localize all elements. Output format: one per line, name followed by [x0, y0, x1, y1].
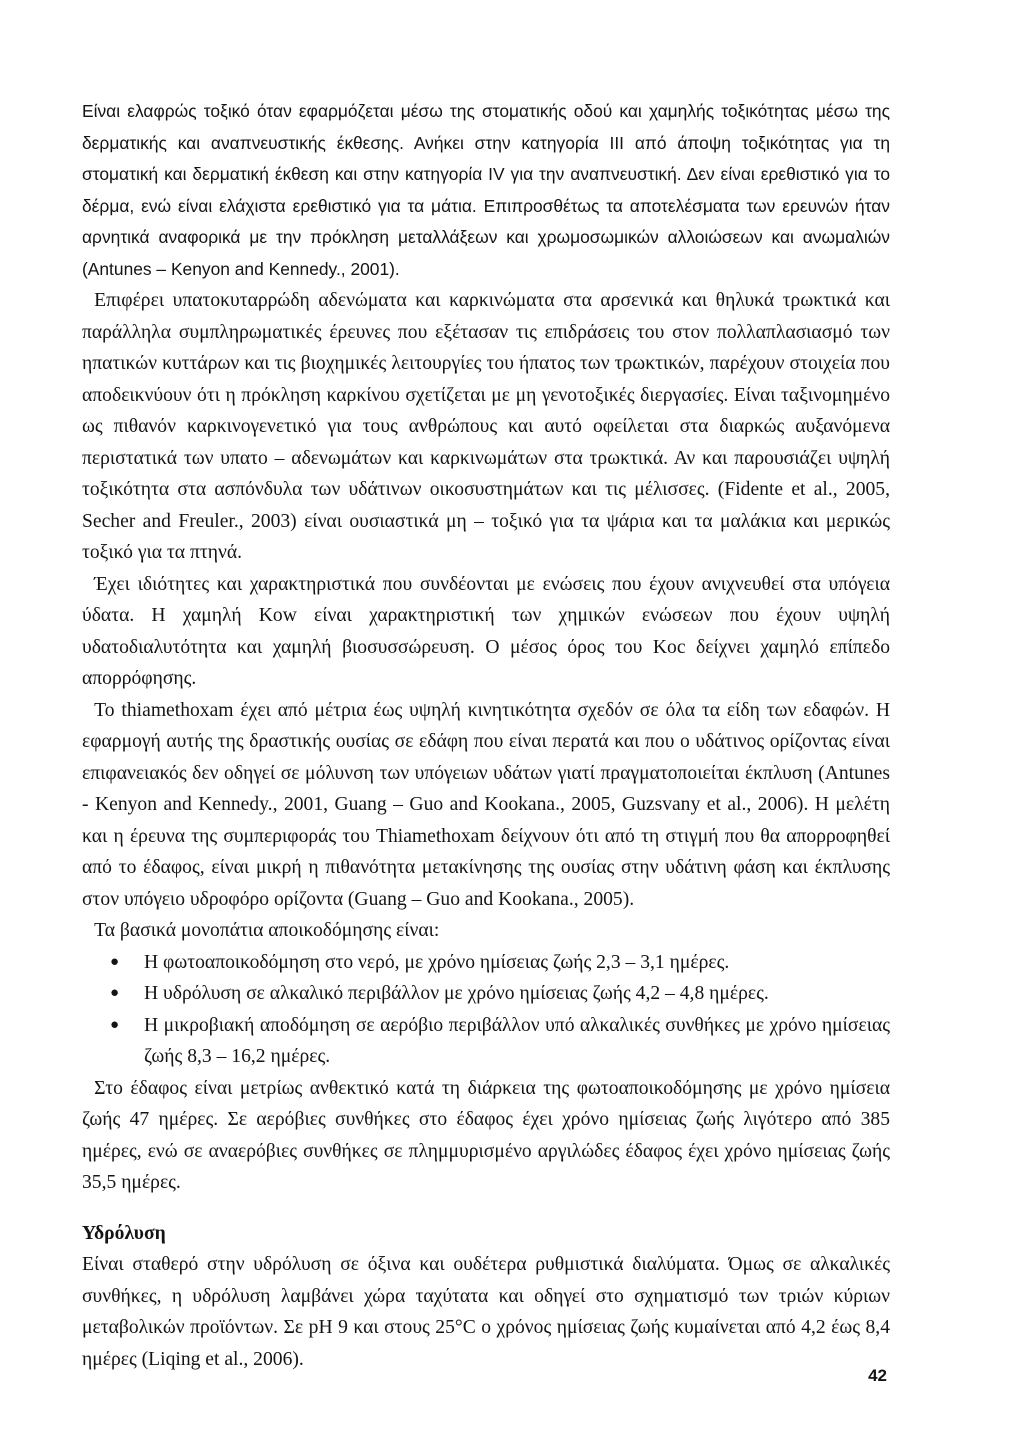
- paragraph-groundwater-properties: Έχει ιδιότητες και χαρακτηριστικά που συνδέονται με ενώσεις που έχουν ανιχνευθεί στα υπόγεια ύδατα. Η χαμηλή Kow είναι χαρακτηριστική των χημικών ενώσεων που έχουν υψηλή υδατοδιαλυτότητα και χαμηλή βιοσυσσώρευση. Ο μέσος όρος του Koc δείχνει χαμηλό επίπεδο απορρόφησης.: [82, 573, 890, 689]
- bullet-icon: ●: [110, 985, 120, 1001]
- list-item: [82, 978, 890, 1010]
- list-item: [82, 947, 890, 979]
- degradation-pathways-list: [82, 947, 890, 1073]
- page-number: 42: [868, 1366, 887, 1385]
- bullet-icon: ●: [110, 1016, 120, 1033]
- paragraph-soil-persistence: Στο έδαφος είναι μετρίως ανθεκτικό κατά τη διάρκεια της φωτοαποικοδόμησης με χρόνο ημίσεια ζωής 47 ημέρες. Σε αερόβιες συνθήκες στο έδαφος έχει χρόνο ημίσειας ζωής λιγότερο από 385 ημέρες, ενώ σε αναερόβιες συνθήκες σε πλημμυρισμένο αργιλώδες έδαφος έχει χρόνο ημίσειας ζωής 35,5 ημέρες.: [82, 1077, 890, 1193]
- list-item-text: Η μικροβιακή αποδόμηση σε αερόβιο περιβάλλον υπό αλκαλικές συνθήκες με χρόνο ημίσειας ζωής 8,3 – 16,2 ημέρες.: [144, 1014, 890, 1067]
- list-item-text: Η φωτοαποικοδόμηση στο νερό, με χρόνο ημίσειας ζωής 2,3 – 3,1 ημέρες.: [144, 951, 730, 973]
- paragraph-soil-mobility: Το thiamethoxam έχει από μέτρια έως υψηλή κινητικότητα σχεδόν σε όλα τα είδη των εδαφών. Η εφαρμογή αυτής της δραστικής ουσίας σε εδάφη που είναι περατά και που ο υδάτινος ορίζοντας είναι επιφανειακός δεν οδηγεί σε μόλυνση των υπόγειων υδάτων γιατί πραγματοποιείται έκπλυση (Antunes - Kenyon and Kennedy., 2001, Guang – Guo and Kookana., 2005, Guzsvany et al., 2006). Η μελέτη και η έρευνα της συμπεριφοράς του Thiamethoxam δείχνουν ότι από τη στιγμή που θα απορροφηθεί από το έδαφος, είναι μικρή η πιθανότητα μετακίνησης της ουσίας στην υδάτινη φάση και έκπλυσης στον υπόγειο υδροφόρο ορίζοντα (Guang – Guo and Kookana., 2005).: [82, 699, 890, 910]
- bullet-icon: ●: [110, 953, 120, 970]
- list-item-text: Η υδρόλυση σε αλκαλικό περιβάλλον με χρόνο ημίσειας ζωής 4,2 – 4,8 ημέρες.: [144, 983, 769, 1004]
- section-heading-hydrolysis: Υδρόλυση: [82, 1222, 166, 1244]
- paragraph-carcinogenicity: Επιφέρει υπατοκυταρρώδη αδενώματα και καρκινώματα στα αρσενικά και θηλυκά τρωκτικά και παράλληλα συμπληρωματικές έρευνες που εξέτασαν τις επιδράσεις του στον πολλαπλασιασμό των ηπατικών κυττάρων και τις βιοχημικές λειτουργίες του ήπατος των τρωκτικών, παρέχουν στοιχεία που αποδεικνύουν ότι η πρόκληση καρκίνου σχετίζεται με μη γενοτοξικές διεργασίες. Είναι ταξινομημένο ως πιθανόν καρκινογενετικό για τους ανθρώπους και αυτό οφείλεται στα διαρκώς αυξανόμενα περιστατικά των υπατο – αδενωμάτων και καρκινωμάτων στα τρωκτικά. Αν και παρουσιάζει υψηλή τοξικότητα στα ασπόνδυλα των υδάτινων οικοσυστημάτων και τις μέλισσες. (Fidente et al., 2005, Secher and Freuler., 2003) είναι ουσιαστικά μη – τοξικό για τα ψάρια και τα μαλάκια και μερικώς τοξικό για τα πτηνά.: [82, 290, 890, 563]
- paragraph-degradation-intro: Τα βασικά μονοπάτια αποικοδόμησης είναι:: [94, 920, 440, 941]
- page-body: [82, 96, 890, 1375]
- list-item: [82, 1010, 890, 1073]
- paragraph-toxicity-overview: Είναι ελαφρώς τοξικό όταν εφαρμόζεται μέσω της στοματικής οδού και χαμηλής τοξικότητας μέσω της δερματικής και αναπνευστικής έκθεσης. Ανήκει στην κατηγορία ΙΙΙ από άποψη τοξικότητας για τη στοματική και δερματική έκθεση και στην κατηγορία IV για την αναπνευστική. Δεν είναι ερεθιστικό για το δέρμα, ενώ είναι ελάχιστα ερεθιστικό για τα μάτια. Επιπροσθέτως τα αποτελέσματα των ερευνών ήταν αρνητικά αναφορικά με την πρόκληση μεταλλάξεων και χρωμοσωμικών αλλοιώσεων και ανωμαλιών (Antunes – Kenyon and Kennedy., 2001).: [82, 101, 890, 279]
- paragraph-hydrolysis: Είναι σταθερό στην υδρόλυση σε όξινα και ουδέτερα ρυθμιστικά διαλύματα. Όμως σε αλκαλικές συνθήκες, η υδρόλυση λαμβάνει χώρα ταχύτατα και οδηγεί στο σχηματισμό των τριών κύριων μεταβολικών προϊόντων. Σε pH 9 και στους 25°C ο χρόνος ημίσειας ζωής κυμαίνεται από 4,2 έως 8,4 ημέρες (Liqing et al., 2006).: [82, 1254, 890, 1370]
